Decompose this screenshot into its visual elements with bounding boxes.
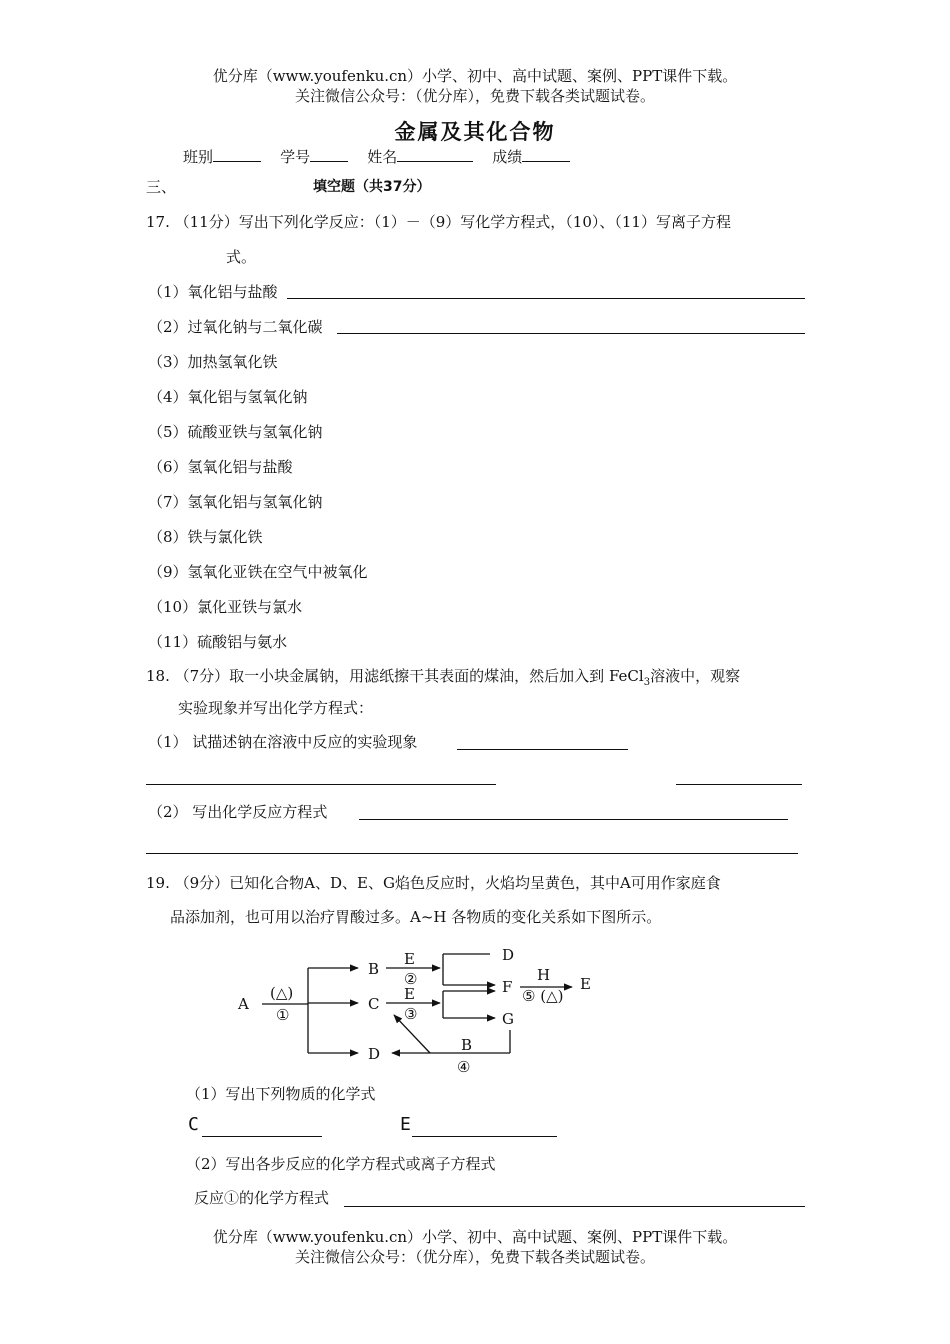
q17-item-6: （6）氢氧化铝与盐酸 bbox=[148, 458, 293, 476]
q17-stem-cont: 式。 bbox=[226, 248, 257, 266]
q18-stem-cont: 实验现象并写出化学方程式： bbox=[178, 699, 374, 717]
q17-item-9: （9）氢氧化亚铁在空气中被氧化 bbox=[148, 563, 368, 581]
cond-5-bottom: ⑤ (△) bbox=[522, 987, 564, 1005]
q19-blank-e-line[interactable] bbox=[412, 1136, 557, 1137]
q17-item-10: （10）氯化亚铁与氯水 bbox=[148, 598, 303, 616]
node-g: G bbox=[502, 1010, 514, 1028]
q18-part2: （2） 写出化学反应方程式 bbox=[148, 803, 328, 821]
header-line-1: 优分库（www.youfenku.cn）小学、初中、高中试题、案例、PPT课件下载。 bbox=[212, 67, 738, 85]
cond-2-top: E bbox=[404, 950, 415, 968]
q17-item-1: （1）氧化铝与盐酸 bbox=[148, 283, 278, 301]
node-b: B bbox=[368, 960, 380, 978]
node-e: E bbox=[580, 975, 591, 993]
node-d-top: D bbox=[502, 946, 515, 964]
section-number: 三、 bbox=[146, 178, 177, 196]
class-label: 班别 bbox=[183, 148, 214, 166]
footer-line-2: 关注微信公众号：（优分库），免费下载各类试题试卷。 bbox=[294, 1248, 655, 1266]
cond-4-top: B bbox=[461, 1036, 473, 1054]
id-label: 学号 bbox=[280, 148, 311, 166]
q17-item-8: （8）铁与氯化铁 bbox=[148, 528, 263, 546]
node-d: D bbox=[368, 1045, 381, 1063]
section-title: 填空题（共37分） bbox=[313, 179, 431, 195]
q17-item-2: （2）过氧化钠与二氧化碳 bbox=[148, 318, 323, 336]
q19-blank-c-label: C bbox=[188, 1114, 199, 1135]
q18-stem-b: 溶液中，观察 bbox=[650, 667, 741, 685]
cond-2-bottom: ② bbox=[404, 970, 418, 988]
cond-5-top: H bbox=[537, 966, 551, 984]
footer-line-1: 优分库（www.youfenku.cn）小学、初中、高中试题、案例、PPT课件下载。 bbox=[212, 1228, 738, 1246]
cond-1-bottom: ① bbox=[276, 1006, 290, 1024]
q17-item-7: （7）氢氧化铝与氢氧化钠 bbox=[148, 493, 323, 511]
page-title: 金属及其化合物 bbox=[394, 120, 556, 144]
q17-item-5: （5）硫酸亚铁与氢氧化钠 bbox=[148, 423, 323, 441]
q17-item-4: （4）氧化铝与氢氧化钠 bbox=[148, 388, 308, 406]
q18-subscript: 3 bbox=[643, 677, 651, 688]
name-label: 姓名 bbox=[367, 148, 398, 166]
q19-blank-c-line[interactable] bbox=[202, 1136, 322, 1137]
q19-reaction-1-line[interactable] bbox=[344, 1206, 805, 1207]
q19-blank-e-label: E bbox=[400, 1114, 411, 1135]
q17-item-11: （11）硫酸铝与氨水 bbox=[148, 633, 288, 651]
cond-3-bottom: ③ bbox=[404, 1005, 418, 1023]
q19-reaction-1: 反应①的化学方程式 bbox=[194, 1189, 330, 1207]
q19-part1: （1）写出下列物质的化学式 bbox=[186, 1085, 376, 1103]
q19-stem: 19. （9分）已知化合物A、D、E、G焰色反应时，火焰均呈黄色，其中A可用作家庭食 bbox=[146, 874, 721, 892]
node-a: A bbox=[238, 995, 249, 1013]
q18-part1: （1） 试描述钠在溶液中反应的实验现象 bbox=[148, 733, 418, 751]
header-line-2: 关注微信公众号：（优分库），免费下载各类试题试卷。 bbox=[294, 87, 655, 105]
node-f: F bbox=[502, 978, 513, 996]
node-c: C bbox=[368, 995, 380, 1013]
score-label: 成绩 bbox=[492, 148, 523, 166]
q17-item-3: （3）加热氢氧化铁 bbox=[148, 353, 278, 371]
q17-stem: 17. （11分）写出下列化学反应：（1）－（9）写化学方程式，（10）、（11）写离子方程 bbox=[146, 213, 731, 231]
q19-stem-cont: 品添加剂，也可用以治疗胃酸过多。A~H 各物质的变化关系如下图所示。 bbox=[170, 908, 662, 926]
cond-3-top: E bbox=[404, 985, 415, 1003]
q18-stem-a: 18. （7分）取一小块金属钠，用滤纸擦干其表面的煤油，然后加入到 FeCl bbox=[146, 667, 644, 685]
cond-4-bottom: ④ bbox=[457, 1058, 471, 1076]
cond-1-top: (△) bbox=[270, 984, 294, 1002]
q19-part2: （2）写出各步反应的化学方程式或离子方程式 bbox=[186, 1155, 496, 1173]
